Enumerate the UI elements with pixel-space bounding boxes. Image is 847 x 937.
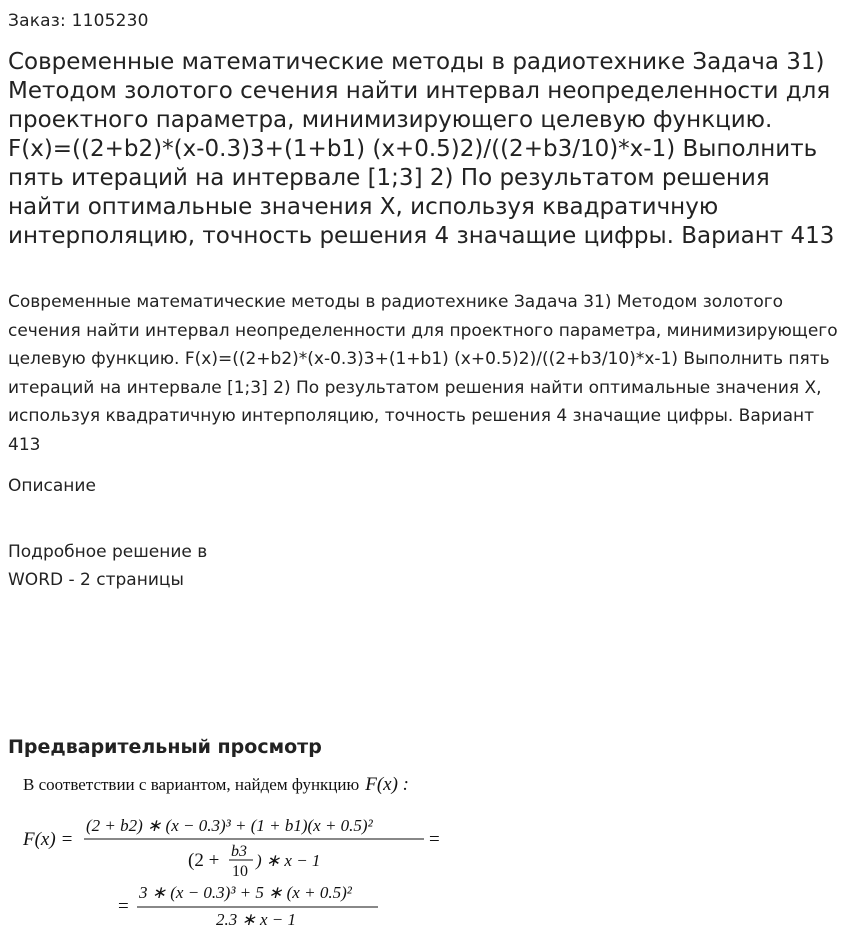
order-number: Заказ: 1105230 <box>8 11 149 31</box>
formula-den-open: (2 + <box>188 850 220 871</box>
formula-numerator-1: (2 + b2) ∗ (x − 0.3)³ + (1 + b1)(x + 0.5)² <box>86 816 373 835</box>
formula-den-frac-num: b3 <box>231 843 247 860</box>
formula-denominator-2: 2.3 ∗ x − 1 <box>216 910 297 929</box>
formula-den-frac-den: 10 <box>232 863 248 880</box>
formula-image <box>0 768 847 937</box>
formula-lhs: F(x) = <box>23 829 74 850</box>
preview-intro-text: В соответствии с вариантом, найдем функцию <box>23 775 360 794</box>
preview-document <box>0 768 847 937</box>
page-title: Современные математические методы в радиотехнике Задача 31) Методом золотого сечения найти интервал неопределенности для проектного параметра, минимизирующего целевую функцию. F(x)=((2+b2)*(x-0.3)3+(1+b1) (x+0.5)2)/((2+b3/10)*x-1) Выполнить пять итераций на интервале [1;3] 2) По результатом решения найти оптимальные значения X, используя квадратичную интерполяцию, точность решения 4 значащие цифры. Вариант 413 <box>8 49 835 249</box>
formula-den-close: ) ∗ x − 1 <box>256 851 321 870</box>
formula-numerator-2: 3 ∗ (x − 0.3)³ + 5 ∗ (x + 0.5)² <box>139 883 352 902</box>
preview-intro-function: F(x) : <box>365 774 409 795</box>
solution-details: Подробное решение в WORD - 2 страницы <box>8 542 208 590</box>
formula-equals-start: = <box>118 896 129 917</box>
formula-equals-end: = <box>429 829 440 850</box>
section-label-description: Описание <box>8 476 96 496</box>
description-text: Современные математические методы в радиотехнике Задача 31) Методом золотого сечения найти интервал неопределенности для проектного параметра, минимизирующего целевую функцию. F(x)=((2+b2)*(x-0.3)3+(1+b1) (x+0.5)2)/((2+b3/10)*x-1) Выполнить пять итераций на интервале [1;3] 2) По результатом решения найти оптимальные значения X, используя квадратичную интерполяцию, точность решения 4 значащие цифры. Вариант 413 <box>8 292 838 455</box>
preview-heading: Предварительный просмотр <box>8 736 322 758</box>
